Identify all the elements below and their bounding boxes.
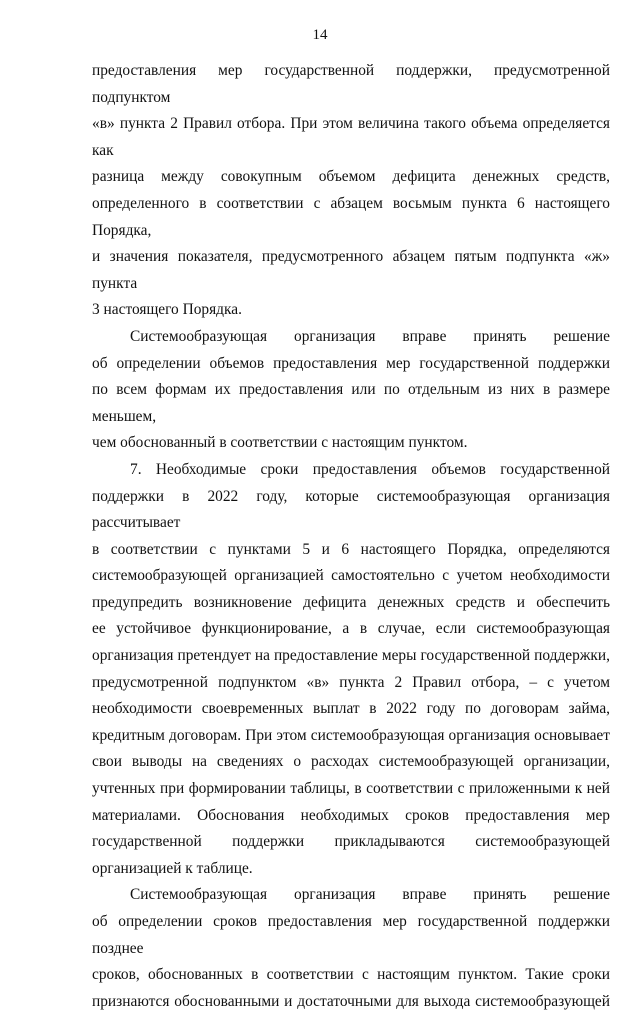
text-line: и значения показателя, предусмотренного абзацем пятым подпункта «ж» пункта — [92, 248, 610, 292]
text-line: предусмотренной подпунктом «в» пункта 2 Правил отбора, – с учетом — [92, 673, 610, 691]
text-line: признаются обоснованными и достаточными для выхода системообразующей — [92, 992, 610, 1010]
text-line: 7. Необходимые сроки предоставления объемов государственной — [130, 460, 610, 478]
text-line: ее устойчивое функционирование, а в случае, если системообразующая — [92, 620, 610, 638]
text-line: предоставления мер государственной поддержки, предусмотренной подпунктом — [92, 62, 610, 106]
text-line: кредитным договорам. При этом системообразующая организация основывает — [92, 726, 610, 744]
text-line: по всем формам их предоставления или по отдельным из них в размере меньшем, — [92, 381, 610, 425]
text-line: материалами. Обоснования необходимых сроков предоставления мер — [92, 806, 610, 824]
text-line: об определении сроков предоставления мер государственной поддержки позднее — [92, 913, 610, 957]
paragraph-4 — [92, 882, 610, 1015]
paragraph-3-item-7 — [92, 457, 610, 883]
text-line: 3 настоящего Порядка. — [92, 301, 242, 319]
paragraph-2 — [92, 324, 610, 457]
text-line: предупредить возникновение дефицита денежных средств и обеспечить — [92, 593, 610, 611]
text-line: необходимости своевременных выплат в 2022 году по договорам займа, — [92, 700, 610, 718]
text-line: поддержки в 2022 году, которые системообразующая организация рассчитывает — [92, 487, 610, 532]
text-line: организация претендует на предоставление меры государственной поддержки, — [92, 647, 610, 665]
text-line: учтенных при формировании таблицы, в соответствии с приложенными к ней — [92, 780, 610, 798]
text-line: об определении объемов предоставления мер государственной поддержки — [92, 354, 610, 372]
text-line: свои выводы на сведениях о расходах системообразующей организации, — [92, 753, 610, 771]
paragraph-1 — [92, 58, 610, 324]
text-line: сроков, обоснованных в соответствии с настоящим пунктом. Такие сроки — [92, 966, 610, 984]
text-line: чем обоснованный в соответствии с настоящим пунктом. — [92, 434, 468, 452]
text-line: Системообразующая организация вправе принять решение — [130, 327, 610, 345]
text-line: Системообразующая организация вправе принять решение — [130, 886, 610, 904]
text-line: государственной поддержки прикладываются системообразующей — [92, 833, 610, 851]
text-line: организацией к таблице. — [92, 859, 253, 877]
page-number: 14 — [312, 27, 328, 43]
text-line: в соответствии с пунктами 5 и 6 настоящего Порядка, определяются — [92, 540, 610, 558]
text-line: разница между совокупным объемом дефицита денежных средств, — [92, 168, 610, 186]
document-body — [92, 58, 610, 1015]
text-line: определенного в соответствии с абзацем восьмым пункта 6 настоящего Порядка, — [92, 194, 610, 239]
text-line: «в» пункта 2 Правил отбора. При этом величина такого объема определяется как — [92, 115, 610, 159]
text-line: системообразующей организацией самостоятельно с учетом необходимости — [92, 567, 610, 585]
